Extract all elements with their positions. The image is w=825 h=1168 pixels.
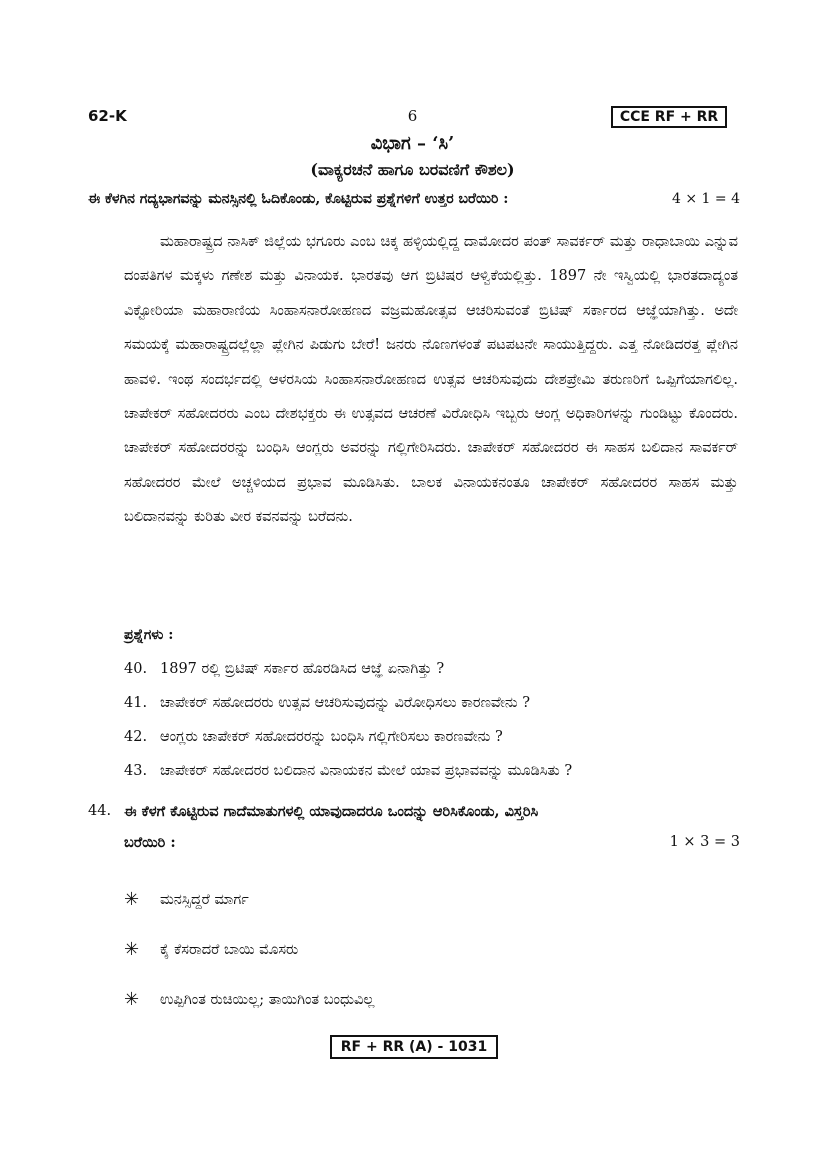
question-text: ಚಾಪೇಕರ್ ಸಹೋದರರ ಬಲಿದಾನ ವಿನಾಯಕನ ಮೇಲೆ ಯಾವ ಪ್ರಭಾವವನ್ನು ಮೂಡಿಸಿತು ? (160, 763, 573, 779)
instruction-marks: 4 × 1 = 4 (672, 191, 740, 207)
proverb-item (124, 989, 374, 1010)
instruction-row (88, 191, 740, 207)
paper-code: 62-K (88, 107, 127, 125)
question-text: 1897 ರಲ್ಲಿ ಬ್ರಿಟಿಷ್ ಸರ್ಕಾರ ಹೊರಡಿಸಿದ ಆಜ್ಞೆ ಏನಾಗಿತ್ತು ? (160, 661, 445, 677)
proverb-item (124, 939, 298, 960)
question-number: 43. (124, 763, 148, 779)
asterisk-icon: ✳ (124, 889, 140, 910)
section-subtitle: (ವಾಕ್ಯರಚನೆ ಹಾಗೂ ಬರವಣಿಗೆ ಕೌಶಲ) (310, 160, 515, 179)
series-box: CCE RF + RR (611, 106, 727, 128)
question-item (124, 763, 572, 779)
question-text: ಆಂಗ್ಲರು ಚಾಪೇಕರ್ ಸಹೋದರರನ್ನು ಬಂಧಿಸಿ ಗಲ್ಲಿಗೇರಿಸಲು ಕಾರಣವೇನು ? (160, 729, 503, 745)
question-item (124, 729, 503, 745)
question-number: 44. (88, 803, 112, 819)
section-title: ವಿಭಾಗ – ‘ಸಿ’ (370, 133, 455, 154)
question-text-continued: ಬರೆಯಿರಿ : (124, 834, 176, 851)
asterisk-icon: ✳ (124, 989, 140, 1010)
question-number: 40. (124, 661, 148, 677)
question-item (124, 661, 444, 677)
question-marks: 1 × 3 = 3 (669, 834, 740, 850)
question-number: 42. (124, 729, 148, 745)
proverb-text: ಉಪ್ಪಿಗಿಂತ ರುಚಿಯಿಲ್ಲ; ತಾಯಿಗಿಂತ ಬಂಧುವಿಲ್ಲ (160, 991, 375, 1008)
proverb-item (124, 889, 249, 910)
proverb-text: ಕೈ ಕೆಸರಾದರೆ ಬಾಯಿ ಮೊಸರು (160, 941, 299, 958)
page-number: 6 (407, 107, 418, 125)
proverb-text: ಮನಸ್ಸಿದ್ದರೆ ಮಾರ್ಗ (160, 891, 249, 908)
question-text: ಚಾಪೇಕರ್ ಸಹೋದರರು ಉತ್ಸವ ಆಚರಿಸುವುದನ್ನು ವಿರೋಧಿಸಲು ಕಾರಣವೇನು ? (160, 695, 530, 711)
question-44 (88, 803, 740, 851)
question-number: 41. (124, 695, 148, 711)
passage (124, 225, 738, 535)
footer-code-box: RF + RR (A) - 1031 (330, 1035, 498, 1059)
asterisk-icon: ✳ (124, 939, 140, 960)
question-text: ಈ ಕೆಳಗೆ ಕೊಟ್ಟಿರುವ ಗಾದೆಮಾತುಗಳಲ್ಲಿ ಯಾವುದಾದರೂ ಒಂದನ್ನು ಆರಿಸಿಕೊಂಡು, ವಿಸ್ತರಿಸಿ (124, 803, 539, 820)
questions-heading: ಪ್ರಶ್ನೆಗಳು : (124, 627, 174, 643)
instruction-text: ಈ ಕೆಳಗಿನ ಗದ್ಯಭಾಗವನ್ನು ಮನಸ್ಸಿನಲ್ಲಿ ಓದಿಕೊಂಡು, ಕೊಟ್ಟಿರುವ ಪ್ರಶ್ನೆಗಳಿಗೆ ಉತ್ತರ ಬರೆಯಿರಿ : (88, 191, 509, 207)
question-item (124, 695, 530, 711)
passage-text: ಮಹಾರಾಷ್ಟ್ರದ ನಾಸಿಕ್ ಜಿಲ್ಲೆಯ ಭಗೂರು ಎಂಬ ಚಿಕ್ಕ ಹಳ್ಳಿಯಲ್ಲಿದ್ದ ದಾಮೋದರ ಪಂತ್ ಸಾವರ್ಕರ್ ಮತ್ತು ರಾಧಾಬಾಯಿ ಎನ್ನುವ ದಂಪತಿಗಳ ಮಕ್ಕಳು ಗಣೇಶ ಮತ್ತು ವಿನಾಯಕ. ಭಾರತವು ಆಗ ಬ್ರಿಟಿಷರ ಆಳ್ವಿಕೆಯಲ್ಲಿತ್ತು. 1897 ನೇ ಇಸ್ವಿಯಲ್ಲಿ ಭಾರತದಾದ್ಯಂತ ವಿಕ್ಟೋರಿಯಾ ಮಹಾರಾಣಿಯ ಸಿಂಹಾಸನಾರೋಹಣದ ವಜ್ರಮಹೋತ್ಸವ ಆಚರಿಸುವಂತೆ ಬ್ರಿಟಿಷ್ ಸರ್ಕಾರದ ಆಜ್ಞೆಯಾಗಿತ್ತು. ಅದೇ ಸಮಯಕ್ಕೆ ಮಹಾರಾಷ್ಟ್ರದಲ್ಲೆಲ್ಲಾ ಪ್ಲೇಗಿನ ಪಿಡುಗು ಬೇರೆ! ಜನರು ನೊಣಗಳಂತೆ ಪಟಪಟನೇ ಸಾಯುತ್ತಿದ್ದರು. ಎತ್ತ ನೋಡಿದರತ್ತ ಪ್ಲೇಗಿನ ಹಾವಳಿ. ಇಂಥ ಸಂದರ್ಭದಲ್ಲಿ ಆಳರಸಿಯ ಸಿಂಹಾಸನಾರೋಹಣದ ಉತ್ಸವ ಆಚರಿಸುವುದು ದೇಶಪ್ರೇಮಿ ತರುಣರಿಗೆ ಒಪ್ಪಿಗೆಯಾಗಲಿಲ್ಲ. ಚಾಪೇಕರ್ ಸಹೋದರರು ಎಂಬ ದೇಶಭಕ್ತರು ಈ ಉತ್ಸವದ ಆಚರಣೆ ವಿರೋಧಿಸಿ ಇಬ್ಬರು ಆಂಗ್ಲ ಅಧಿಕಾರಿಗಳನ್ನು ಗುಂಡಿಟ್ಟು ಕೊಂದರು. ಚಾಪೇಕರ್ ಸಹೋದರರನ್ನು ಬಂಧಿಸಿ ಆಂಗ್ಲರು ಅವರನ್ನು ಗಲ್ಲಿಗೇರಿಸಿದರು. ಚಾಪೇಕರ್ ಸಹೋದರರ ಈ ಸಾಹಸ ಬಲಿದಾನ ಸಾವರ್ಕರ್ ಸಹೋದರರ ಮೇಲೆ ಅಚ್ಚಳಿಯದ ಪ್ರಭಾವ ಮೂಡಿಸಿತು. ಬಾಲಕ ವಿನಾಯಕನಂತೂ ಚಾಪೇಕರ್ ಸಹೋದರರ ಸಾಹಸ ಮತ್ತು ಬಲಿದಾನವನ್ನು ಕುರಿತು ವೀರ ಕವನವನ್ನು ಬರೆದನು. (124, 234, 738, 526)
